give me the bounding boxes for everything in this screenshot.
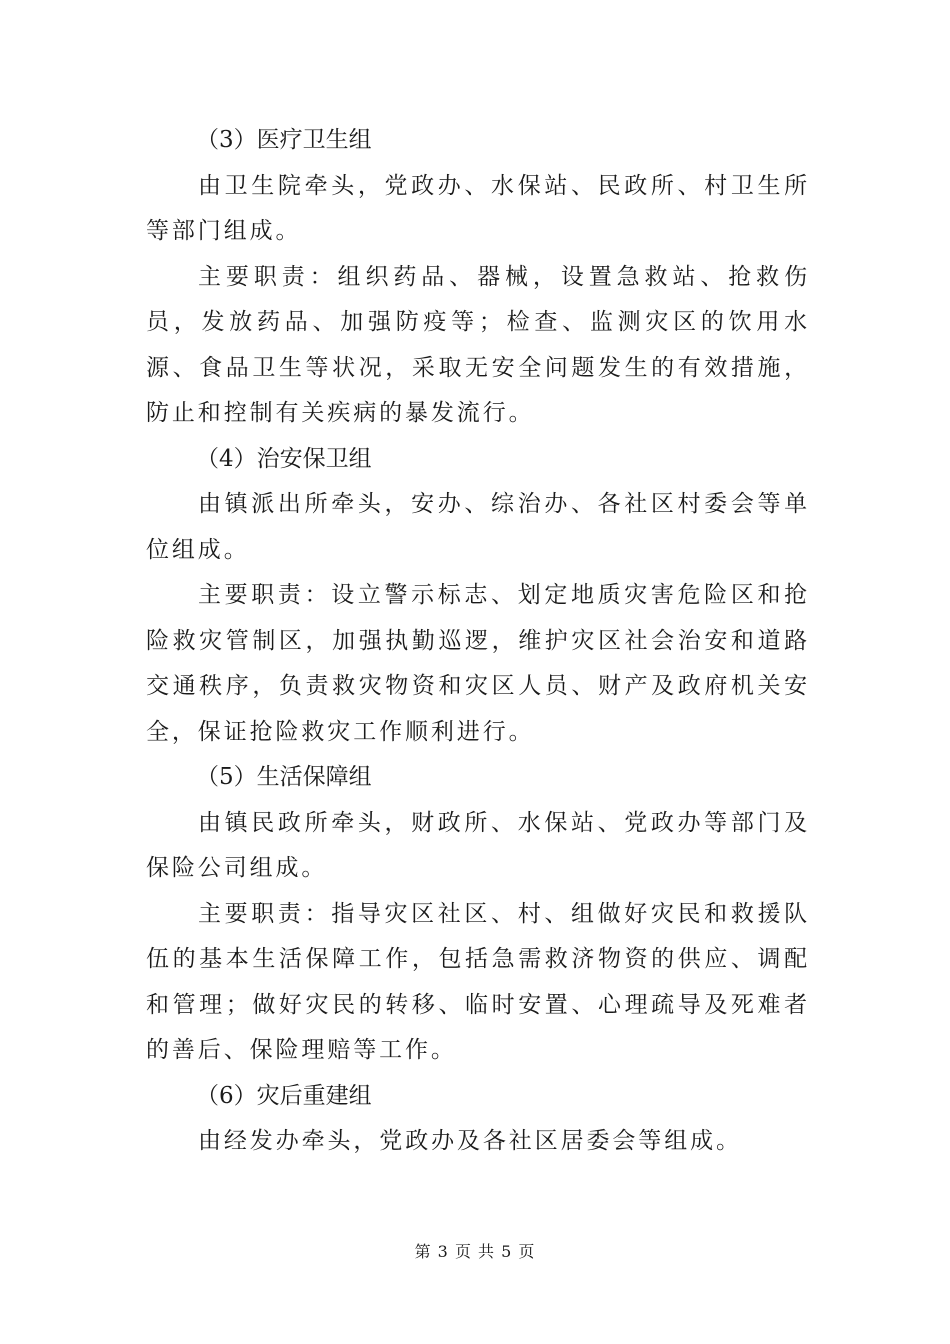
section-heading-medical: （3）医疗卫生组 (196, 127, 372, 153)
section-heading-rebuild: （6）灾后重建组 (196, 1082, 372, 1109)
section-composition-medical: 由卫生院牵头，党政办、水保站、民政所、村卫生所等部门组成。 (146, 172, 810, 244)
section-composition-security: 由镇派出所牵头，安办、综治办、各社区村委会等单位组成。 (146, 491, 810, 563)
document-body (146, 118, 810, 1165)
section-duties-medical: 主要职责：组织药品、器械，设置急救站、抢救伤员，发放药品、加强防疫等；检查、监测灾区的饮用水源、食品卫生等状况，采取无安全问题发生的有效措施，防止和控制有关疾病的暴发流行。 (146, 263, 810, 426)
section-heading-security: （4）治安保卫组 (196, 445, 372, 472)
section-composition-living: 由镇民政所牵头，财政所、水保站、党政办等部门及保险公司组成。 (146, 809, 810, 881)
page-number-footer: 第 3 页 共 5 页 (414, 1242, 536, 1261)
section-heading-living: （5）生活保障组 (196, 764, 372, 790)
section-composition-rebuild: 由经发办牵头，党政办及各社区居委会等组成。 (198, 1128, 742, 1154)
section-duties-security: 主要职责：设立警示标志、划定地质灾害危险区和抢险救灾管制区，加强执勤巡逻，维护灾区社会治安和道路交通秩序，负责救灾物资和灾区人员、财产及政府机关安全，保证抢险救灾工作顺利进行。 (146, 582, 810, 745)
section-duties-living: 主要职责：指导灾区社区、村、组做好灾民和救援队伍的基本生活保障工作，包括急需救济物资的供应、调配和管理；做好灾民的转移、临时安置、心理疏导及死难者的善后、保险理赔等工作。 (146, 900, 810, 1063)
